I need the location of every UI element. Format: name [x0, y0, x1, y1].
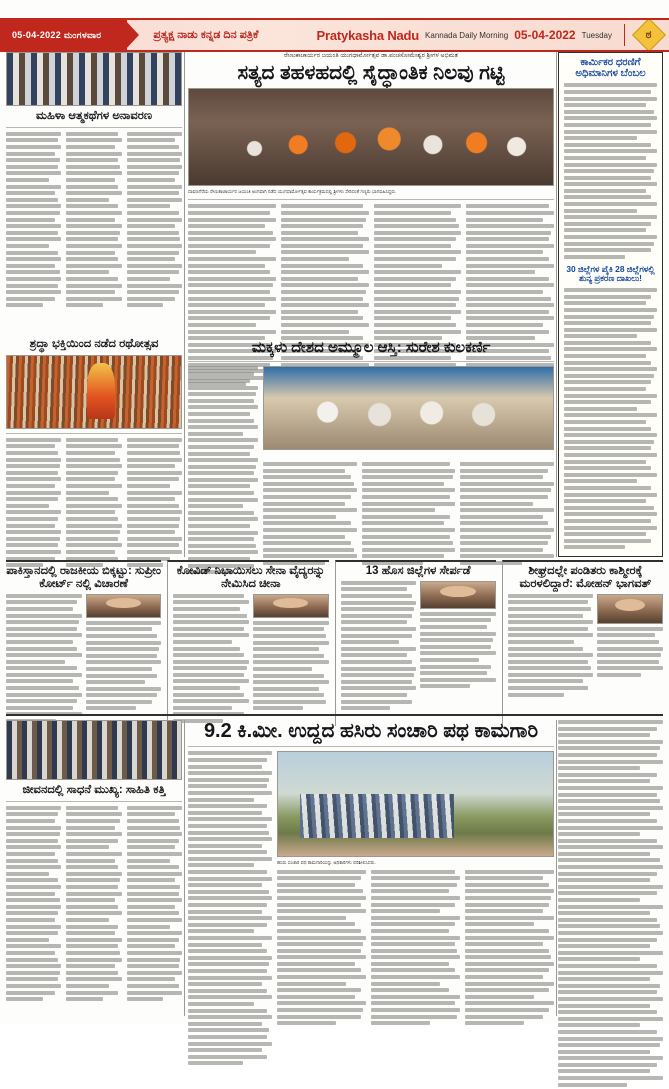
text-column: [188, 751, 272, 1068]
bottom-main-right: [277, 751, 554, 1068]
band-3-headline: 13 ಹೊಸ ಜಿಲ್ಲೆಗಳ ಸೇರ್ಪಡೆ: [365, 565, 471, 577]
text-column: [66, 806, 121, 1004]
divider: [188, 746, 554, 747]
text-column: [127, 438, 182, 570]
left-mid-story: [6, 338, 182, 570]
text-column: [263, 462, 357, 568]
masthead-date: 05-04-2022: [514, 28, 576, 42]
text-column: [253, 594, 329, 726]
masthead-day: Tuesday: [581, 30, 612, 40]
kannada-title: ಪ್ರತ್ಯಕ್ಷ ನಾಡು ಕನ್ನಡ ದಿನ ಪತ್ರಿಕೆ: [153, 28, 259, 41]
center-mid-right: [263, 366, 554, 577]
text-column: [66, 438, 121, 570]
band-4-body: [508, 594, 663, 700]
band-story-3: [335, 560, 496, 726]
text-column: [6, 132, 61, 310]
band-1-headline: ಪಾಕಿಸ್ತಾನದಲ್ಲಿ ರಾಜಕೀಯ ಬಿಕ್ಕಟ್ಟು: ಸುಪ್ರೀಂ ಕೋರ್ಟ್ ನಲ್ಲಿ ವಿಚಾರಣೆ: [6, 565, 162, 590]
center-mid-text: [263, 462, 554, 568]
band-story-1: [6, 560, 161, 726]
divider: [624, 24, 625, 46]
students-felicitation-photo: [6, 720, 182, 780]
center-mid-body: [188, 366, 554, 577]
date-flag: 05-04-2022 ಮಂಗಳವಾರ: [0, 20, 127, 50]
column-rule: [184, 52, 185, 557]
text-column: [188, 366, 258, 577]
brand-subtitle: Kannada Daily Morning: [425, 30, 509, 40]
bottom-left-story: [6, 720, 182, 1004]
sidebar-stats-text: [564, 288, 657, 549]
jagan-reddy-portrait: [420, 581, 496, 609]
paper-logo-icon: [632, 18, 666, 52]
band-3-body: [341, 581, 496, 713]
left-top-story: [6, 52, 182, 310]
column-rule: [556, 720, 557, 1016]
band-story-2: [167, 560, 328, 726]
lead-headline: ಸತ್ಯದ ತಹಳಹದಲ್ಲಿ ಸೈದ್ಧಾಂತಿಕ ನಿಲವು ಗಟ್ಟಿ: [237, 61, 505, 84]
green-corridor-inspection-photo: [277, 751, 554, 857]
stage-ceremony-photo: [188, 88, 554, 186]
bottom-right-sidebar: [558, 720, 663, 1089]
text-column: [597, 594, 663, 700]
chariot-festival-photo: [6, 355, 182, 429]
text-column: [173, 594, 249, 726]
bottom-left-body: [6, 806, 182, 1004]
text-column: [277, 870, 366, 1028]
text-column: [6, 438, 61, 570]
left-top-headline: ಮಹಿಳಾ ಆತ್ಮಕಥೆಗಳ ಅನಾವರಣ: [36, 110, 152, 122]
bottom-sidebar-text: [558, 720, 663, 1087]
text-column: [508, 594, 593, 700]
sidebar-text: [564, 83, 657, 258]
column-rule: [556, 52, 557, 557]
lead-kicker: ರೇಣುಕಾಚಾರ್ಯರ ಜಯಂತಿ ಯುಗಧಾರ್ಮೋತ್ಸವ ಡಾ.ಪಂಚಸೋಮೇಶ್ವರ ಶ್ರೀಗಳ ಅಭಿಮತ: [284, 52, 458, 59]
bottom-main-story: [188, 720, 554, 1068]
band-1-body: [6, 594, 161, 726]
divider: [188, 199, 554, 200]
left-top-body: [6, 132, 182, 310]
text-column: [460, 462, 554, 568]
brand-name: Pratykasha Nadu: [316, 27, 420, 43]
text-column: [465, 870, 554, 1028]
bottom-main-body: [188, 751, 554, 1068]
womens-seminar-photo: [6, 52, 182, 106]
divider: [6, 801, 182, 802]
center-mid-headline: ಮಕ್ಕಳು ದೇಶದ ಅಮ್ಮೂಲ ಆಸ್ತಿ: ಸುರೇಶ ಕುಲಕರ್ಣಿ: [251, 339, 491, 356]
logo-glyph: ಠ: [646, 28, 652, 41]
bottom-main-text: [277, 870, 554, 1028]
band-4-headline: ಶೀಘ್ರದಲ್ಲೇ ಪಂಡಿತರು ಕಾಶ್ಮೀರಕ್ಕೆ ಮರಳಲಿದ್ದಾರೆ: ಮೋಹನ್ ಭಾಗವತ್: [519, 565, 652, 590]
text-column: [420, 581, 496, 713]
mohan-bhagwat-portrait: [597, 594, 663, 624]
divider: [6, 433, 182, 434]
center-mid-story: [188, 340, 554, 577]
band-2-body: [173, 594, 328, 726]
china-official-portrait: [253, 594, 329, 618]
lead-caption: ದಾವಣಗೆರೆಯ ರೇಣುಕಾಚಾರ್ಯರ ಜಯಂತಿ ಅಂಗವಾಗಿ ನಡೆದ ಯುಗಧಾರ್ಮೋತ್ಸವ ಕಾರ್ಯಕ್ರಮದಲ್ಲಿ ಶ್ರೀಗಳು ಸೇರಿದಂತೆ ಗಣ್ಯರು ಭಾಗವಹಿಸಿದ್ದರು.: [188, 189, 397, 195]
text-column: [127, 806, 182, 1004]
column-rule: [184, 720, 185, 1016]
text-column: [127, 132, 182, 310]
band-story-4: [502, 560, 663, 726]
masthead: [0, 18, 669, 52]
left-mid-headline: ಶ್ರದ್ಧಾ ಭಕ್ತಿಯಿಂದ ನಡೆದ ರಥೋತ್ಸವ: [29, 338, 159, 350]
brand-block: [317, 23, 669, 47]
bottom-caption: ಹಸಿರು ಸಂಚಾರಿ ಪಥ ಕಾಮಗಾರಿಯನ್ನು ಅಧಿಕಾರಿಗಳು ಪರಿಶೀಲಿಸಿದರು.: [277, 860, 376, 866]
left-mid-body: [6, 438, 182, 570]
imran-khan-portrait: [86, 594, 162, 618]
text-column: [86, 594, 162, 726]
right-sidebar: [558, 52, 663, 557]
text-column: [66, 132, 121, 310]
bottom-left-headline: ಜೀವನದಲ್ಲಿ ಸಾಧನೆ ಮುಖ್ಯ: ಸಾಹಿತಿ ಕತ್ತಿ: [22, 784, 166, 796]
text-column: [6, 594, 82, 726]
divider: [188, 361, 554, 362]
story-band: [6, 560, 663, 726]
divider: [6, 127, 182, 128]
sidebar-top-box: [558, 52, 663, 557]
text-column: [341, 581, 417, 713]
center-mid-caption: [263, 453, 554, 459]
text-column: [6, 806, 61, 1004]
bottom-section: [6, 714, 663, 716]
sidebar-headline: ಕಾರ್ಮಿಕರ ಧರಣಿಗೆ ಅಧಿಮಾನಿಗಳ ಬೆಂಬಲ: [575, 57, 646, 80]
bottom-headline: 9.2 ಕಿ.ಮೀ. ಉದ್ದದ ಹಸಿರು ಸಂಚಾರಿ ಪಥ ಕಾಮಗಾರಿ: [203, 720, 539, 742]
band-2-headline: ಕೋವಿಡ್ ನಿಭಾಯಿಸಲು ಸೇನಾ ವೈದ್ಯರನ್ನು ನೇಮಿಸಿದ ಚೀನಾ: [176, 565, 326, 590]
sidebar-highlight: 30 ಜಿಲ್ಲೆಗಳ ಪೈಕಿ 28 ಜಿಲ್ಲೆಗಳಲ್ಲಿ ಶುನ್ಯ ಪ್ರಕರಣ ದಾಖಲು!: [566, 263, 655, 284]
award-function-photo: [263, 366, 554, 450]
text-column: [371, 870, 460, 1028]
text-column: [362, 462, 456, 568]
